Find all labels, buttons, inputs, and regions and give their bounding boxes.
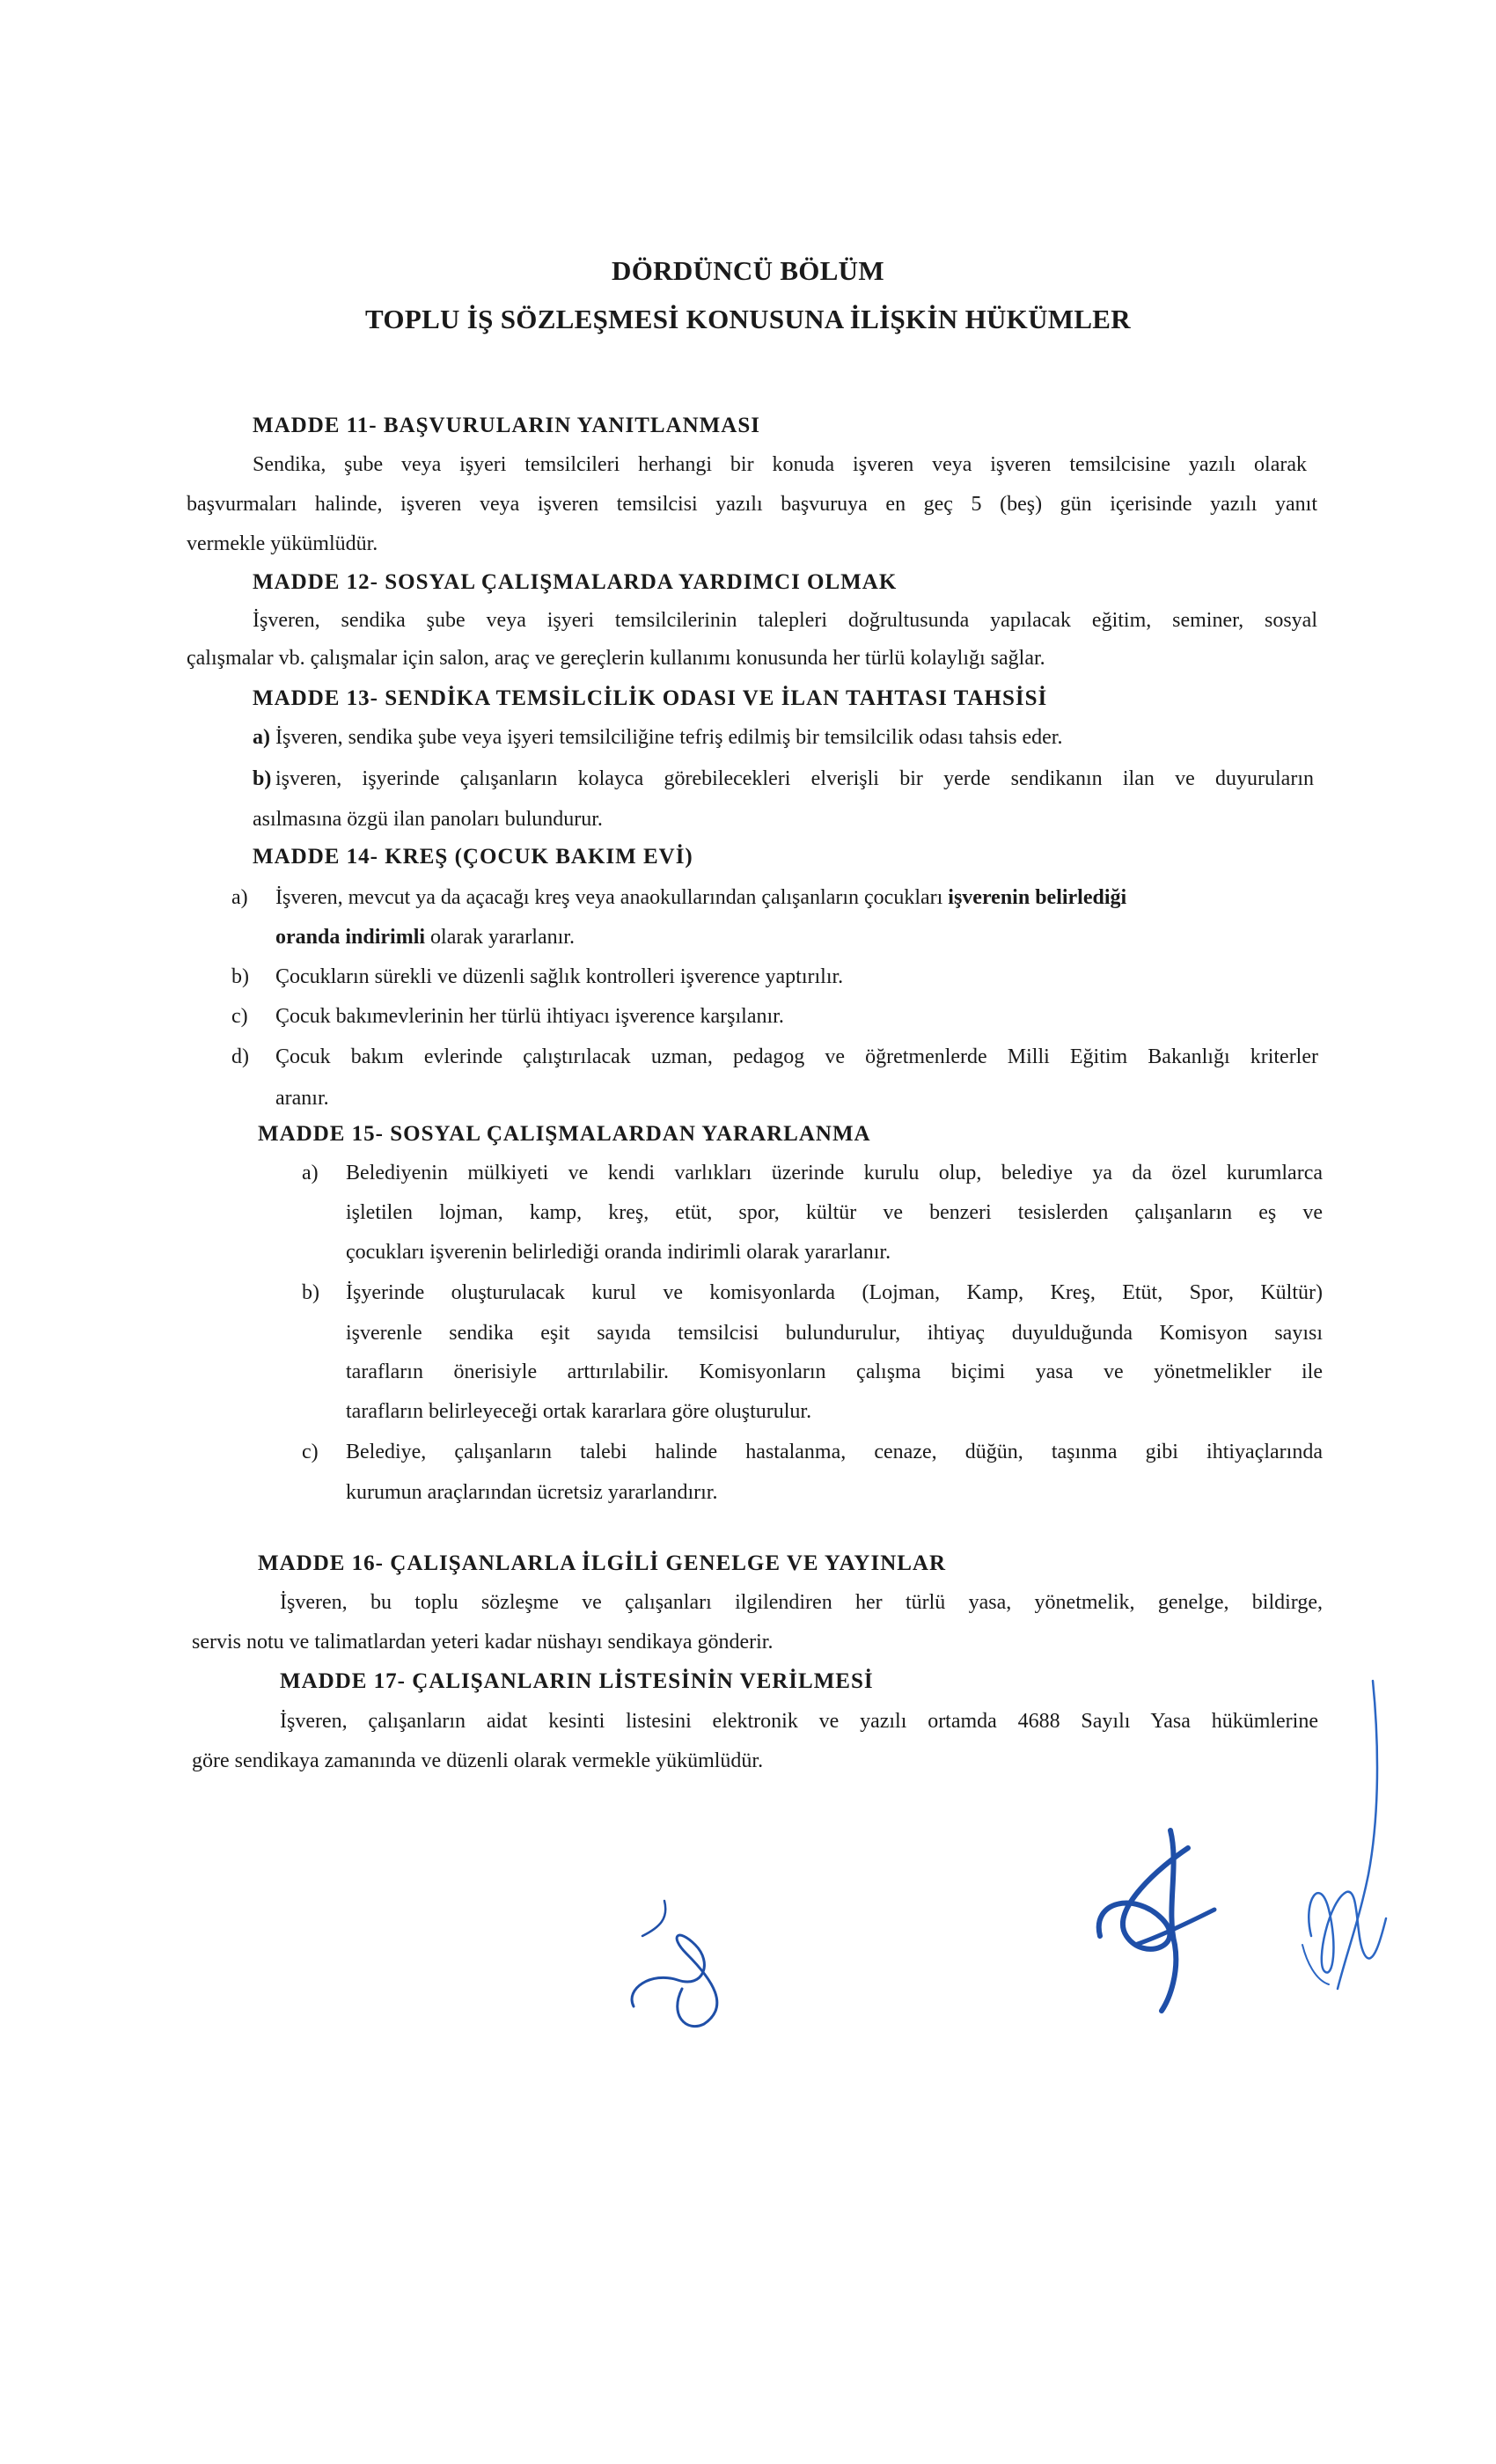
- signature-1: [616, 1883, 748, 2033]
- article-14-item-b-text: Çocukların sürekli ve düzenli sağlık kontrolleri işverence yaptırılır.: [275, 965, 844, 988]
- article-16-line-1: İşveren, bu toplu sözleşme ve çalışanları ilgilendiren her türlü yasa, yönetmelik, genelge, bildirge,: [280, 1591, 1323, 1614]
- article-11-line-3: vermekle yükümlüdür.: [187, 532, 378, 555]
- article-15-item-b-line-2: işverenle sendika eşit sayıda temsilcisi bulundurulur, ihtiyaç duyulduğunda Komisyon sayısı: [346, 1322, 1323, 1345]
- article-15-item-a-line-3: çocukları işverenin belirlediği oranda indirimli olarak yararlanır.: [346, 1241, 891, 1264]
- section-title: DÖRDÜNCÜ BÖLÜM: [612, 255, 884, 286]
- article-13-item-b-line-2: asılmasına özgü ilan panoları bulundurur.: [253, 808, 603, 831]
- article-16-line-2: servis notu ve talimatlardan yeteri kadar nüshayı sendikaya gönderir.: [192, 1631, 774, 1654]
- article-15-item-b-line-1: İşyerinde oluşturulacak kurul ve komisyonlarda (Lojman, Kamp, Kreş, Etüt, Spor, Kültür): [346, 1281, 1323, 1304]
- article-11-line-2: başvurmaları halinde, işveren veya işveren temsilcisi yazılı başvuruya en geç 5 (beş) gün içerisinde yazılı yanıt: [187, 493, 1317, 516]
- article-14-item-c-marker: c): [231, 1005, 248, 1028]
- article-17-line-2: göre sendikaya zamanında ve düzenli olarak vermekle yükümlüdür.: [192, 1749, 764, 1772]
- section-subtitle: TOPLU İŞ SÖZLEŞMESİ KONUSUNA İLİŞKİN HÜKÜMLER: [365, 304, 1131, 334]
- article-11-heading: MADDE 11- BAŞVURULARIN YANITLANMASI: [253, 414, 760, 437]
- signature-3: [1285, 1672, 1417, 2006]
- article-12-line-1: İşveren, sendika şube veya işyeri temsilcilerinin talepleri doğrultusunda yapılacak eğitim, seminer, sosyal: [253, 609, 1317, 632]
- article-14-item-d-marker: d): [231, 1045, 249, 1068]
- article-15-item-b-line-4: tarafların belirleyeceği ortak kararlara göre oluşturulur.: [346, 1400, 812, 1423]
- article-14-item-c-text: Çocuk bakımevlerinin her türlü ihtiyacı işverence karşılanır.: [275, 1005, 784, 1028]
- article-14-item-d-line-1: Çocuk bakım evlerinde çalıştırılacak uzman, pedagog ve öğretmenlerde Milli Eğitim Bakanlığı kriterler: [275, 1045, 1318, 1068]
- article-17-line-1: İşveren, çalışanların aidat kesinti listesini elektronik ve yazılı ortamda 4688 Sayılı Yasa hükümlerine: [280, 1710, 1318, 1733]
- article-17-heading: MADDE 17- ÇALIŞANLARIN LİSTESİNİN VERİLMESİ: [280, 1669, 874, 1693]
- article-14-item-d-line-2: aranır.: [275, 1087, 329, 1110]
- article-14-heading: MADDE 14- KREŞ (ÇOCUK BAKIM EVİ): [253, 845, 693, 869]
- article-13-item-a-text: İşveren, sendika şube veya işyeri temsilciliğine tefriş edilmiş bir temsilcilik odası tahsis eder.: [275, 726, 1063, 749]
- article-15-item-a-line-2: işletilen lojman, kamp, kreş, etüt, spor, kültür ve benzeri tesislerden çalışanların eş ve: [346, 1201, 1323, 1224]
- article-13-item-b-marker: b): [253, 767, 272, 790]
- article-15-item-b-marker: b): [302, 1281, 319, 1304]
- article-15-item-c-marker: c): [302, 1441, 319, 1463]
- article-14-item-b-marker: b): [231, 965, 249, 988]
- article-16-heading: MADDE 16- ÇALIŞANLARLA İLGİLİ GENELGE VE YAYINLAR: [258, 1551, 947, 1575]
- article-12-line-2: çalışmalar vb. çalışmalar için salon, araç ve gereçlerin kullanımı konusunda her türlü kolaylığı sağlar.: [187, 647, 1045, 670]
- signature-2: [1082, 1813, 1241, 2015]
- article-14-item-a-marker: a): [231, 886, 248, 909]
- article-15-item-a-marker: a): [302, 1162, 319, 1184]
- article-15-item-c-line-1: Belediye, çalışanların talebi halinde hastalanma, cenaze, düğün, taşınma gibi ihtiyaçlarında: [346, 1441, 1323, 1463]
- article-13-item-a-marker: a): [253, 726, 270, 749]
- article-14-item-a-line-2: oranda indirimli olarak yararlanır.: [275, 926, 575, 949]
- article-14-item-a-line-1: İşveren, mevcut ya da açacağı kreş veya anaokullarından çalışanların çocukları işverenin belirlediği: [275, 886, 1127, 909]
- article-13-item-b-line-1: işveren, işyerinde çalışanların kolayca görebilecekleri elverişli bir yerde sendikanın ilan ve duyuruların: [275, 767, 1314, 790]
- article-15-item-b-line-3: tarafların önerisiyle arttırılabilir. Komisyonların çalışma biçimi yasa ve yönetmelikler ile: [346, 1360, 1323, 1383]
- article-13-heading: MADDE 13- SENDİKA TEMSİLCİLİK ODASI VE İLAN TAHTASI TAHSİSİ: [253, 686, 1048, 710]
- article-15-item-a-line-1: Belediyenin mülkiyeti ve kendi varlıkları üzerinde kurulu olup, belediye ya da özel kurumlarca: [346, 1162, 1323, 1184]
- article-11-line-1: Sendika, şube veya işyeri temsilcileri herhangi bir konuda işveren veya işveren temsilcisine yazılı olarak: [253, 453, 1307, 476]
- article-15-item-c-line-2: kurumun araçlarından ücretsiz yararlandırır.: [346, 1481, 718, 1504]
- article-12-heading: MADDE 12- SOSYAL ÇALIŞMALARDA YARDIMCI OLMAK: [253, 570, 898, 594]
- article-15-heading: MADDE 15- SOSYAL ÇALIŞMALARDAN YARARLANMA: [258, 1122, 871, 1146]
